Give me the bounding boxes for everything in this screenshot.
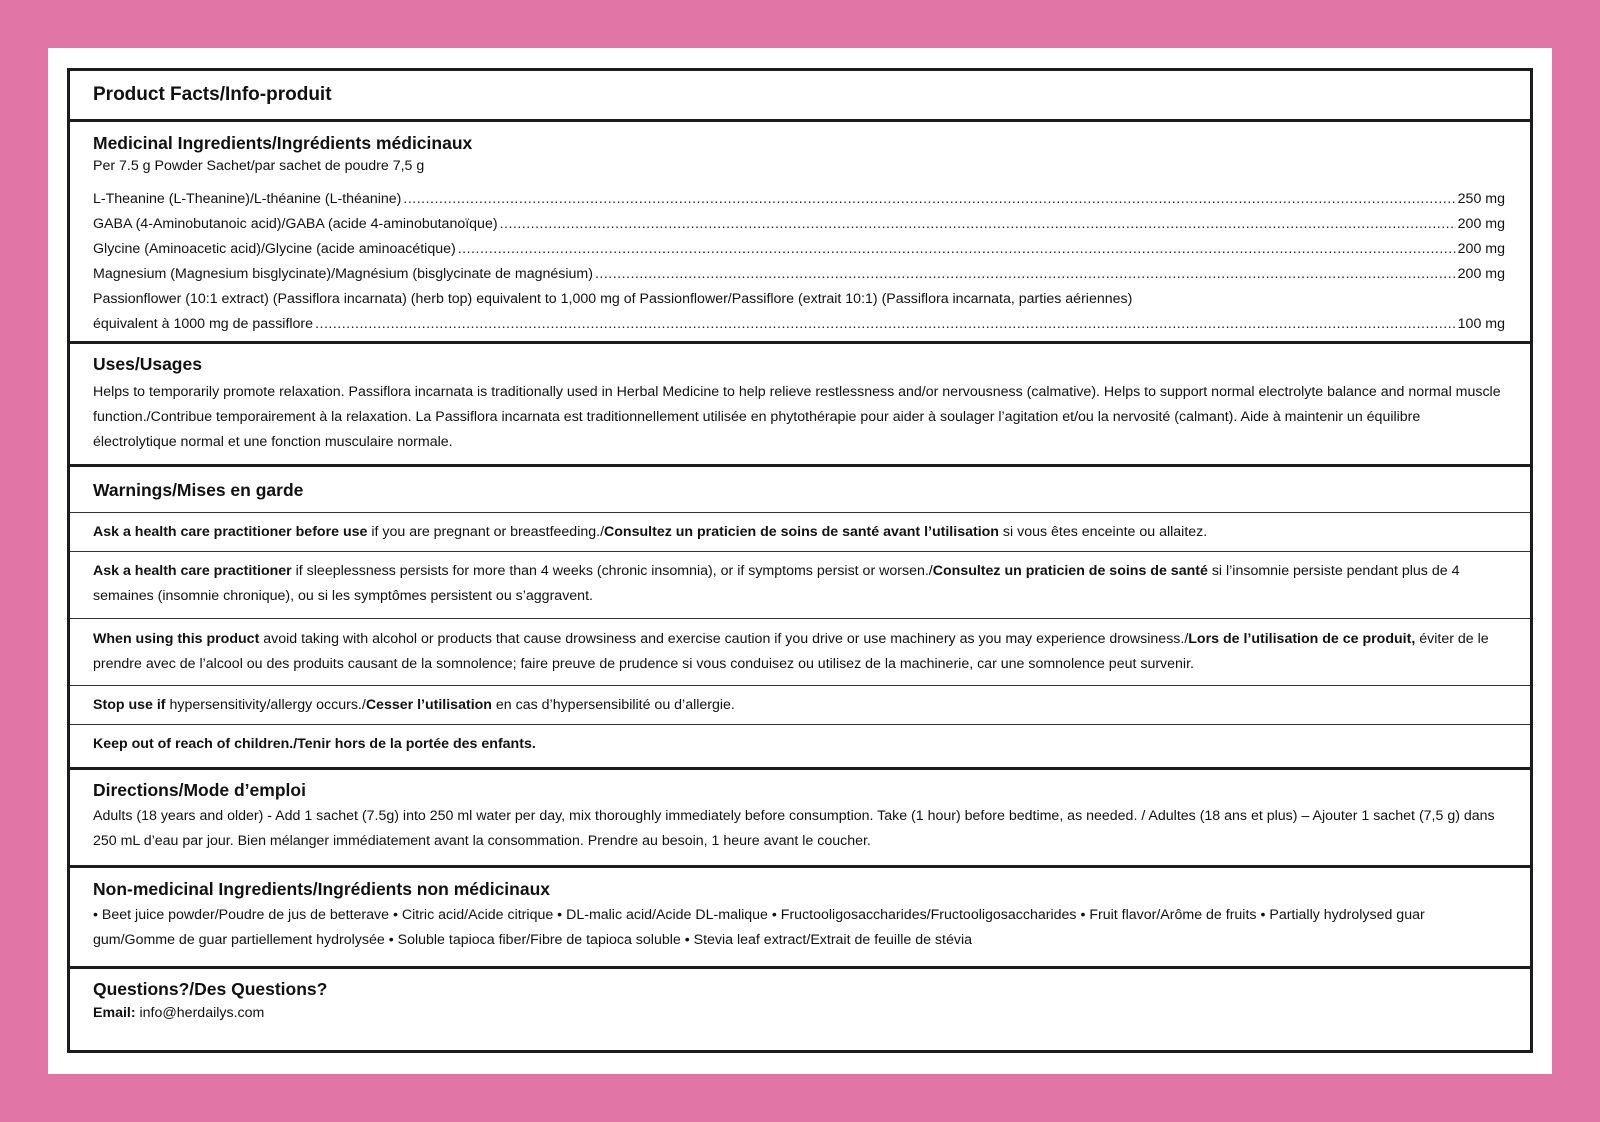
ingredient-name: Magnesium (Magnesium bisglycinate)/Magnésium (bisglycinate de magnésium) [93,266,593,282]
nonmedicinal-text: • Beet juice powder/Poudre de jus de betterave • Citric acid/Acide citrique • DL-malic acid/Acide DL-malique • Fructooligosaccharides/Fructooligosaccharides • Fruit flavor/Arôme de fruits • Partially hydrolysed guar gum/Gomme de guar partiellement hydrolysée • Soluble tapioca fiber/Fibre de tapioca soluble • Stevia leaf extract/Extrait de feuille de stévia [93,907,1425,948]
warning-text: if sleeplessness persists for more than 4 weeks (chronic insomnia), or if symptoms persist or worsen./ [291,563,933,579]
uses-text: Helps to temporarily promote relaxation. Passiflora incarnata is traditionally used in Herbal Medicine to help relieve restlessness and/or nervousness (calmative). Helps to support normal electrolyte balance and normal muscle function./Contribue temporairement à la relaxation. La Passiflora incarnata est traditionnellement utilisée en phytothérapie pour aider à soulager l’agitation et/ou la nervosité (calmant). Aide à maintenir un équilibre électrolytique normal et une fonction musculaire normale. [93,384,1501,450]
ingredient-list [93,187,1505,337]
warning-item [70,619,1530,686]
questions-heading: Questions?/Des Questions? [93,979,328,999]
warning-bold: Cesser l’utilisation [365,697,492,713]
ingredient-amount: 100 mg [1457,316,1505,332]
ingredient-row [93,312,1505,337]
ingredient-name: GABA (4-Aminobutanoic acid)/GABA (acide 4-aminobutanoïque) [93,216,498,232]
ingredient-row [93,187,1505,212]
ingredient-name: L-Theanine (L-Theanine)/L-théanine (L-théanine) [93,191,402,207]
directions-heading: Directions/Mode d’emploi [93,780,306,800]
product-facts-panel [67,68,1533,1053]
warning-item [70,725,1530,767]
warning-bold: Stop use if [93,697,166,713]
warnings-section [70,467,1530,770]
ingredient-amount: 200 mg [1457,241,1505,257]
nonmedicinal-section [70,868,1530,969]
directions-section [70,770,1530,868]
warning-bold: Ask a health care practitioner [93,563,292,579]
title-section [70,71,1530,122]
directions-text: Adults (18 years and older) - Add 1 sachet (7.5g) into 250 ml water per day, mix thoroughly immediately before consumption. Take (1 hour) before bedtime, as needed. / Adultes (18 ans et plus) – Ajouter 1 sachet (7,5 g) dans 250 mL d’eau par jour. Bien mélanger immédiatement avant la consommation. Prendre au besoin, 1 heure avant le coucher. [93,808,1495,849]
questions-section [70,969,1530,1050]
ingredient-amount: 250 mg [1457,191,1505,207]
warning-bold: Keep out of reach of children./Tenir hors de la portée des enfants. [93,736,536,752]
email-label: Email: [93,1005,136,1021]
dot-leader [458,237,1456,262]
ingredient-name: Glycine (Aminoacetic acid)/Glycine (acide aminoacétique) [93,241,456,257]
nonmedicinal-heading: Non-medicinal Ingredients/Ingrédients non médicinaux [93,879,551,899]
warning-bold: Ask a health care practitioner before use [93,524,368,540]
dot-leader [315,312,1456,337]
ingredient-amount: 200 mg [1457,266,1505,282]
ingredient-row [93,237,1505,262]
ingredient-row [93,212,1505,237]
uses-section [70,344,1530,467]
warning-bold: Consultez un praticien de soins de santé [932,563,1208,579]
warning-text: hypersensitivity/allergy occurs./ [165,697,366,713]
warning-text: si vous êtes enceinte ou allaitez. [998,524,1208,540]
dot-leader [403,187,1455,212]
uses-heading: Uses/Usages [93,354,202,374]
medicinal-section [70,122,1530,344]
ingredient-row [93,262,1505,287]
dot-leader [595,262,1456,287]
warnings-header [70,467,1530,513]
page-title: Product Facts/Info-produit [93,84,332,105]
email-link[interactable]: info@herdailys.com [135,1005,265,1021]
warnings-heading: Warnings/Mises en garde [93,480,304,500]
warning-text: en cas d’hypersensibilité ou d’allergie. [491,697,735,713]
warning-text: si l’insomnie persiste pendant plus de 4 semaines (insomnie chronique), ou si les symptômes persistent ou s’aggravent. [93,563,1460,604]
warning-item [70,686,1530,725]
warning-bold: When using this product [93,631,260,647]
label-card [48,48,1552,1074]
warning-bold: Consultez un praticien de soins de santé avant l’utilisation [604,524,999,540]
ingredient-name: équivalent à 1000 mg de passiflore [93,316,314,332]
warning-text: if you are pregnant or breastfeeding./ [367,524,605,540]
warning-item [70,513,1530,552]
warning-bold: Lors de l’utilisation de ce produit, [1188,631,1416,647]
ingredient-amount: 200 mg [1457,216,1505,232]
contact-line [93,1001,1505,1026]
warning-text: éviter de le prendre avec de l’alcool ou des produits causant de la somnolence; faire preuve de prudence si vous conduisez ou utilisez de la machinerie, car une somnolence peut survenir. [93,631,1489,672]
passionflower-line: Passionflower (10:1 extract) (Passiflora incarnata) (herb top) equivalent to 1,000 mg of Passionflower/Passiflore (extrait 10:1) (Passiflora incarnata, parties aériennes) [93,291,1133,307]
warning-item [70,552,1530,619]
warning-text: avoid taking with alcohol or products that cause drowsiness and exercise caution if you drive or use machinery as you may experience drowsiness./ [259,631,1189,647]
medicinal-heading: Medicinal Ingredients/Ingrédients médicinaux [93,133,473,153]
dot-leader [500,212,1456,237]
serving-size: Per 7.5 g Powder Sachet/par sachet de poudre 7,5 g [93,158,425,174]
